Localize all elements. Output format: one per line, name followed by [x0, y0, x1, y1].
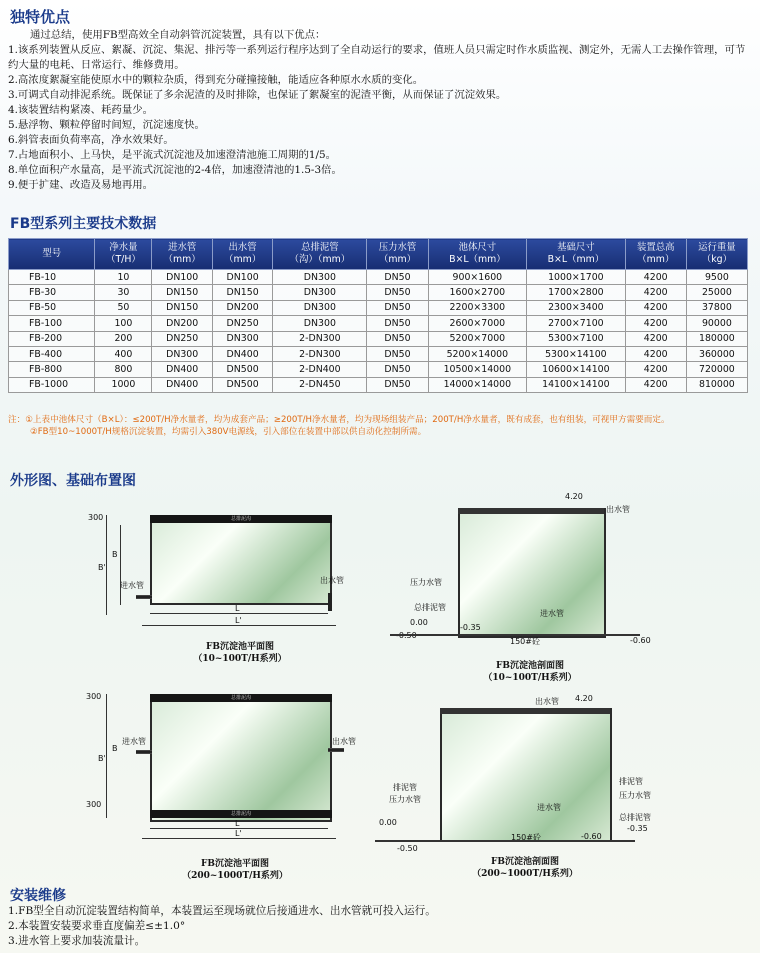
table-cell: 4200 — [625, 362, 686, 377]
table-cell: 900×1600 — [428, 270, 527, 285]
base-label: 150#砼 — [510, 637, 540, 646]
table-cell: 5200×7000 — [428, 331, 527, 346]
table-cell: 2-DN450 — [273, 377, 367, 392]
sludge-channel-top: 总排泥沟 — [150, 694, 332, 702]
outlet-label: 出水管 — [535, 697, 559, 706]
spec-table — [8, 238, 748, 393]
dim-line-v — [106, 515, 107, 615]
elev-top: 4.20 — [575, 694, 593, 703]
advantage-item: 9.便于扩建、改造及易地再用。 — [8, 179, 153, 191]
elev-035: -0.35 — [627, 824, 648, 833]
table-cell: 10 — [95, 270, 152, 285]
table-cell: DN500 — [212, 362, 272, 377]
table-cell: 14100×14100 — [527, 377, 626, 392]
table-cell: 10600×14100 — [527, 362, 626, 377]
top-rim — [458, 508, 604, 514]
caption-sub: （10~100T/H系列） — [193, 654, 287, 664]
dim-300a: 300 — [86, 692, 102, 701]
spec-header-line1: 型号 — [42, 248, 62, 259]
spec-header-line2: （mm） — [163, 254, 201, 265]
table-cell: 400 — [95, 346, 152, 361]
table-cell: DN300 — [273, 285, 367, 300]
spec-header-line2: （沟）（mm） — [289, 254, 351, 265]
caption-sub: （200~1000T/H系列） — [182, 871, 288, 881]
spec-header-line2: （mm） — [379, 254, 417, 265]
advantage-item: 1.该系列装置从反应、絮凝、沉淀、集泥、排污等一系列运行程序达到了全自动运行的要求，值班人员只需定时作水质监视、测定外，无需人工去操作管理，可节约大量的电耗、日常运行、维修费用。 — [8, 44, 746, 71]
drain-pipe-label: 总排泥管 — [414, 603, 446, 612]
dim-l-prime: L' — [235, 616, 242, 625]
caption: FB沉淀池平面图 — [201, 859, 269, 869]
install-item: 1.FB型全自动沉淀装置结构简单，本装置运至现场就位后接通进水、出水管就可投入运行。 — [8, 905, 436, 917]
inlet-pipe — [136, 750, 152, 754]
table-cell: FB-50 — [9, 300, 95, 315]
table-row — [9, 316, 748, 331]
table-cell: DN100 — [212, 270, 272, 285]
elev-050: -0.50 — [397, 844, 418, 853]
spec-header-line1: 进水管 — [168, 242, 197, 253]
table-cell: DN200 — [152, 316, 212, 331]
dim-b-prime: B' — [98, 563, 106, 572]
table-cell: DN50 — [367, 377, 428, 392]
table-cell: DN200 — [212, 300, 272, 315]
spec-header-line2: （kg） — [701, 254, 732, 265]
table-cell: DN50 — [367, 300, 428, 315]
section-title-advantages: 独特优点 — [10, 8, 71, 26]
inlet-label: 进水管 — [540, 609, 564, 618]
section-drawing-small — [380, 490, 750, 690]
advantage-item: 8.单位面积产水量高，是平流式沉淀池的2-4倍，加速澄清池的1.5-3倍。 — [8, 164, 342, 176]
section-title-drawings: 外形图、基础布置图 — [10, 473, 136, 489]
tank-plan — [150, 515, 332, 605]
spec-header-line1: 运行重量 — [698, 242, 736, 253]
dim-l-prime: L' — [235, 829, 242, 838]
advantage-item: 2.高浓度絮凝室能使原水中的颗粒杂质，得到充分碰撞接触，能适应各种原水水质的变化。 — [8, 74, 424, 86]
outlet-pipe — [328, 748, 344, 752]
table-cell: 4200 — [625, 346, 686, 361]
outlet-label: 出水管 — [606, 505, 630, 514]
table-cell: 37800 — [686, 300, 747, 315]
caption: FB沉淀池剖面图 — [496, 661, 564, 671]
spec-header-cell — [273, 239, 367, 270]
table-cell: DN250 — [212, 316, 272, 331]
ground-line — [375, 840, 635, 842]
table-cell: DN400 — [212, 346, 272, 361]
table-cell: 4200 — [625, 331, 686, 346]
spec-header-line1: 净水量 — [109, 242, 138, 253]
table-cell: 2-DN400 — [273, 362, 367, 377]
section-drawing-large — [375, 694, 750, 894]
dim-l: L — [235, 819, 240, 828]
spec-header-line2: B×L（mm） — [547, 254, 605, 265]
section-title-install: 安装维修 — [10, 888, 66, 904]
table-cell: 90000 — [686, 316, 747, 331]
table-cell: 30 — [95, 285, 152, 300]
table-cell: DN300 — [273, 316, 367, 331]
dim-300b: 300 — [86, 800, 102, 809]
table-cell: DN400 — [152, 377, 212, 392]
table-cell: 5200×14000 — [428, 346, 527, 361]
table-cell: DN150 — [152, 285, 212, 300]
dim-line-h — [142, 625, 336, 626]
table-cell: DN300 — [273, 300, 367, 315]
install-item: 2.本装置安装要求垂直度偏差≤±1.0° — [8, 920, 186, 932]
elev-top: 4.20 — [565, 492, 583, 501]
table-cell: 4200 — [625, 316, 686, 331]
spec-table-body — [9, 270, 748, 393]
tank-section — [458, 508, 606, 638]
inlet-label: 进水管 — [122, 737, 146, 746]
table-cell: 180000 — [686, 331, 747, 346]
table-cell: FB-400 — [9, 346, 95, 361]
dim-line-v — [120, 525, 121, 605]
table-cell: 2200×3300 — [428, 300, 527, 315]
outlet-label: 出水管 — [332, 737, 356, 746]
spec-note: 注：①上表中池体尺寸（B×L）：≤200T/H净水量者，均为成套产品；≥200T/H净水量者，均为现场组装产品；200T/H净水量者，既有成套，也有组装，可视甲方需要而定。 — [8, 415, 670, 425]
table-cell: 2700×7100 — [527, 316, 626, 331]
table-cell: 25000 — [686, 285, 747, 300]
ground-line — [390, 634, 640, 636]
table-cell: 4200 — [625, 300, 686, 315]
table-cell: 360000 — [686, 346, 747, 361]
elev-000: 0.00 — [379, 818, 397, 827]
tank-plan — [150, 694, 332, 822]
outlet-label: 出水管 — [320, 576, 344, 585]
table-row — [9, 331, 748, 346]
spec-header-line2: （T/H） — [106, 254, 141, 265]
table-cell: FB-200 — [9, 331, 95, 346]
inlet-label: 进水管 — [537, 803, 561, 812]
elev-050: -0.50 — [396, 631, 417, 640]
table-cell: DN50 — [367, 346, 428, 361]
dim-b: B — [112, 744, 118, 753]
spec-header-cell — [212, 239, 272, 270]
spec-notes — [8, 414, 753, 438]
advantage-item: 7.占地面积小、上马快，是平流式沉淀池及加速澄清池施工周期的1/5。 — [8, 149, 336, 161]
spec-header-cell — [428, 239, 527, 270]
elev-060: -0.60 — [581, 832, 602, 841]
top-rim — [440, 708, 610, 714]
table-cell: DN50 — [367, 285, 428, 300]
table-cell: 2-DN300 — [273, 346, 367, 361]
table-cell: 1000 — [95, 377, 152, 392]
table-cell: FB-1000 — [9, 377, 95, 392]
table-cell: DN50 — [367, 316, 428, 331]
table-cell: 800 — [95, 362, 152, 377]
pressure-pipe-label: 压力水管 — [410, 578, 442, 587]
outlet-pipe — [328, 593, 332, 611]
total-drain-label: 总排泥管 — [619, 813, 651, 822]
table-cell: 2-DN300 — [273, 331, 367, 346]
tank-section — [440, 708, 612, 842]
spec-header-cell — [527, 239, 626, 270]
spec-header-line1: 出水管 — [228, 242, 257, 253]
table-cell: 5300×14100 — [527, 346, 626, 361]
spec-header-line1: 池体尺寸 — [458, 242, 497, 253]
spec-header-line1: 压力水管 — [378, 242, 417, 253]
advantages-text — [8, 28, 748, 193]
advantage-item: 5.悬浮物、颗粒停留时间短，沉淀速度快。 — [8, 119, 205, 131]
dim-b-prime: B' — [98, 754, 106, 763]
table-cell: 4200 — [625, 285, 686, 300]
elev-060: -0.60 — [630, 636, 651, 645]
caption: FB沉淀池平面图 — [206, 642, 274, 652]
table-cell: FB-100 — [9, 316, 95, 331]
table-cell: DN300 — [152, 346, 212, 361]
table-cell: 10500×14000 — [428, 362, 527, 377]
spec-header-line1: 装置总高 — [636, 242, 675, 253]
table-cell: DN500 — [212, 377, 272, 392]
table-row — [9, 270, 748, 285]
sludge-channel: 总排泥沟 — [150, 515, 332, 523]
table-cell: 14000×14000 — [428, 377, 527, 392]
base-label: 150#砼 — [511, 833, 541, 842]
install-text — [8, 904, 436, 949]
table-cell: 1000×1700 — [527, 270, 626, 285]
inlet-pipe — [136, 595, 152, 599]
table-cell: DN300 — [273, 270, 367, 285]
spec-header-line2: （mm） — [224, 254, 262, 265]
inlet-label: 进水管 — [120, 581, 144, 590]
spec-header-cell — [625, 239, 686, 270]
table-cell: 810000 — [686, 377, 747, 392]
table-row — [9, 362, 748, 377]
spec-header-cell — [152, 239, 212, 270]
caption-sub: （200~1000T/H系列） — [472, 869, 578, 879]
elev-000: 0.00 — [410, 618, 428, 627]
plan-drawing-large — [80, 688, 370, 888]
elev-035: -0.35 — [460, 623, 481, 632]
plan-drawing-small — [80, 505, 360, 670]
table-cell: 1700×2800 — [527, 285, 626, 300]
table-cell: 2600×7000 — [428, 316, 527, 331]
spec-header-cell — [367, 239, 428, 270]
table-cell: DN250 — [152, 331, 212, 346]
spec-header-line2: B×L（mm） — [449, 254, 506, 265]
table-cell: DN300 — [212, 331, 272, 346]
advantage-item: 4.该装置结构紧凑、耗药量少。 — [8, 104, 153, 116]
caption-sub: （10~100T/H系列） — [483, 673, 577, 683]
table-cell: DN50 — [367, 331, 428, 346]
section-title-specs: FB型系列主要技术数据 — [10, 216, 157, 232]
dim-line-h — [142, 838, 336, 839]
table-cell: 5300×7100 — [527, 331, 626, 346]
table-cell: DN150 — [212, 285, 272, 300]
spec-header-cell — [686, 239, 747, 270]
caption: FB沉淀池剖面图 — [491, 857, 559, 867]
table-cell: 200 — [95, 331, 152, 346]
spec-header-cell — [9, 239, 95, 270]
dim-b: B — [112, 550, 118, 559]
advantage-item: 6.斜管表面负荷率高，净水效果好。 — [8, 134, 174, 146]
advantage-item: 3.可调式自动排泥系统。既保证了多余泥渣的及时排除，也保证了絮凝室的泥渣平衡，从而保证了沉淀效果。 — [8, 89, 507, 101]
table-row — [9, 300, 748, 315]
spec-header-line2: （mm） — [637, 254, 675, 265]
table-cell: 100 — [95, 316, 152, 331]
table-cell: 1600×2700 — [428, 285, 527, 300]
table-cell: FB-30 — [9, 285, 95, 300]
table-cell: 720000 — [686, 362, 747, 377]
pressure-pipe-left-label: 压力水管 — [389, 795, 421, 804]
table-cell: DN50 — [367, 362, 428, 377]
table-cell: 9500 — [686, 270, 747, 285]
table-cell: 4200 — [625, 270, 686, 285]
advantages-lead: 通过总结，使用FB型高效全自动斜管沉淀装置，具有以下优点： — [30, 29, 326, 41]
spec-note: ②FB型10~1000T/H规格沉淀装置，均需引入380V电源线，引入部位在装置中部以供自动化控制所需。 — [30, 427, 427, 437]
table-cell: FB-10 — [9, 270, 95, 285]
table-cell: 4200 — [625, 377, 686, 392]
table-cell: 2300×3400 — [527, 300, 626, 315]
dim-l: L — [235, 604, 240, 613]
spec-header-line1: 总排泥管 — [301, 242, 339, 253]
spec-header-cell — [95, 239, 152, 270]
pressure-pipe-right-label: 压力水管 — [619, 791, 651, 800]
table-row — [9, 346, 748, 361]
dim-line-v — [106, 694, 107, 818]
drain-pipe-right-label: 排泥管 — [619, 777, 643, 786]
table-row — [9, 285, 748, 300]
install-item: 3.进水管上要求加装流量计。 — [8, 935, 146, 947]
table-cell: DN100 — [152, 270, 212, 285]
table-cell: FB-800 — [9, 362, 95, 377]
spec-table-header — [9, 239, 748, 270]
table-row — [9, 377, 748, 392]
drain-pipe-left-label: 排泥管 — [393, 783, 417, 792]
table-cell: DN400 — [152, 362, 212, 377]
dim-line-h — [150, 613, 328, 614]
dim-300: 300 — [88, 513, 104, 522]
table-cell: DN50 — [367, 270, 428, 285]
table-cell: DN150 — [152, 300, 212, 315]
table-cell: 50 — [95, 300, 152, 315]
sludge-channel-bottom: 总排泥沟 — [150, 810, 332, 818]
spec-header-line1: 基础尺寸 — [557, 242, 595, 253]
